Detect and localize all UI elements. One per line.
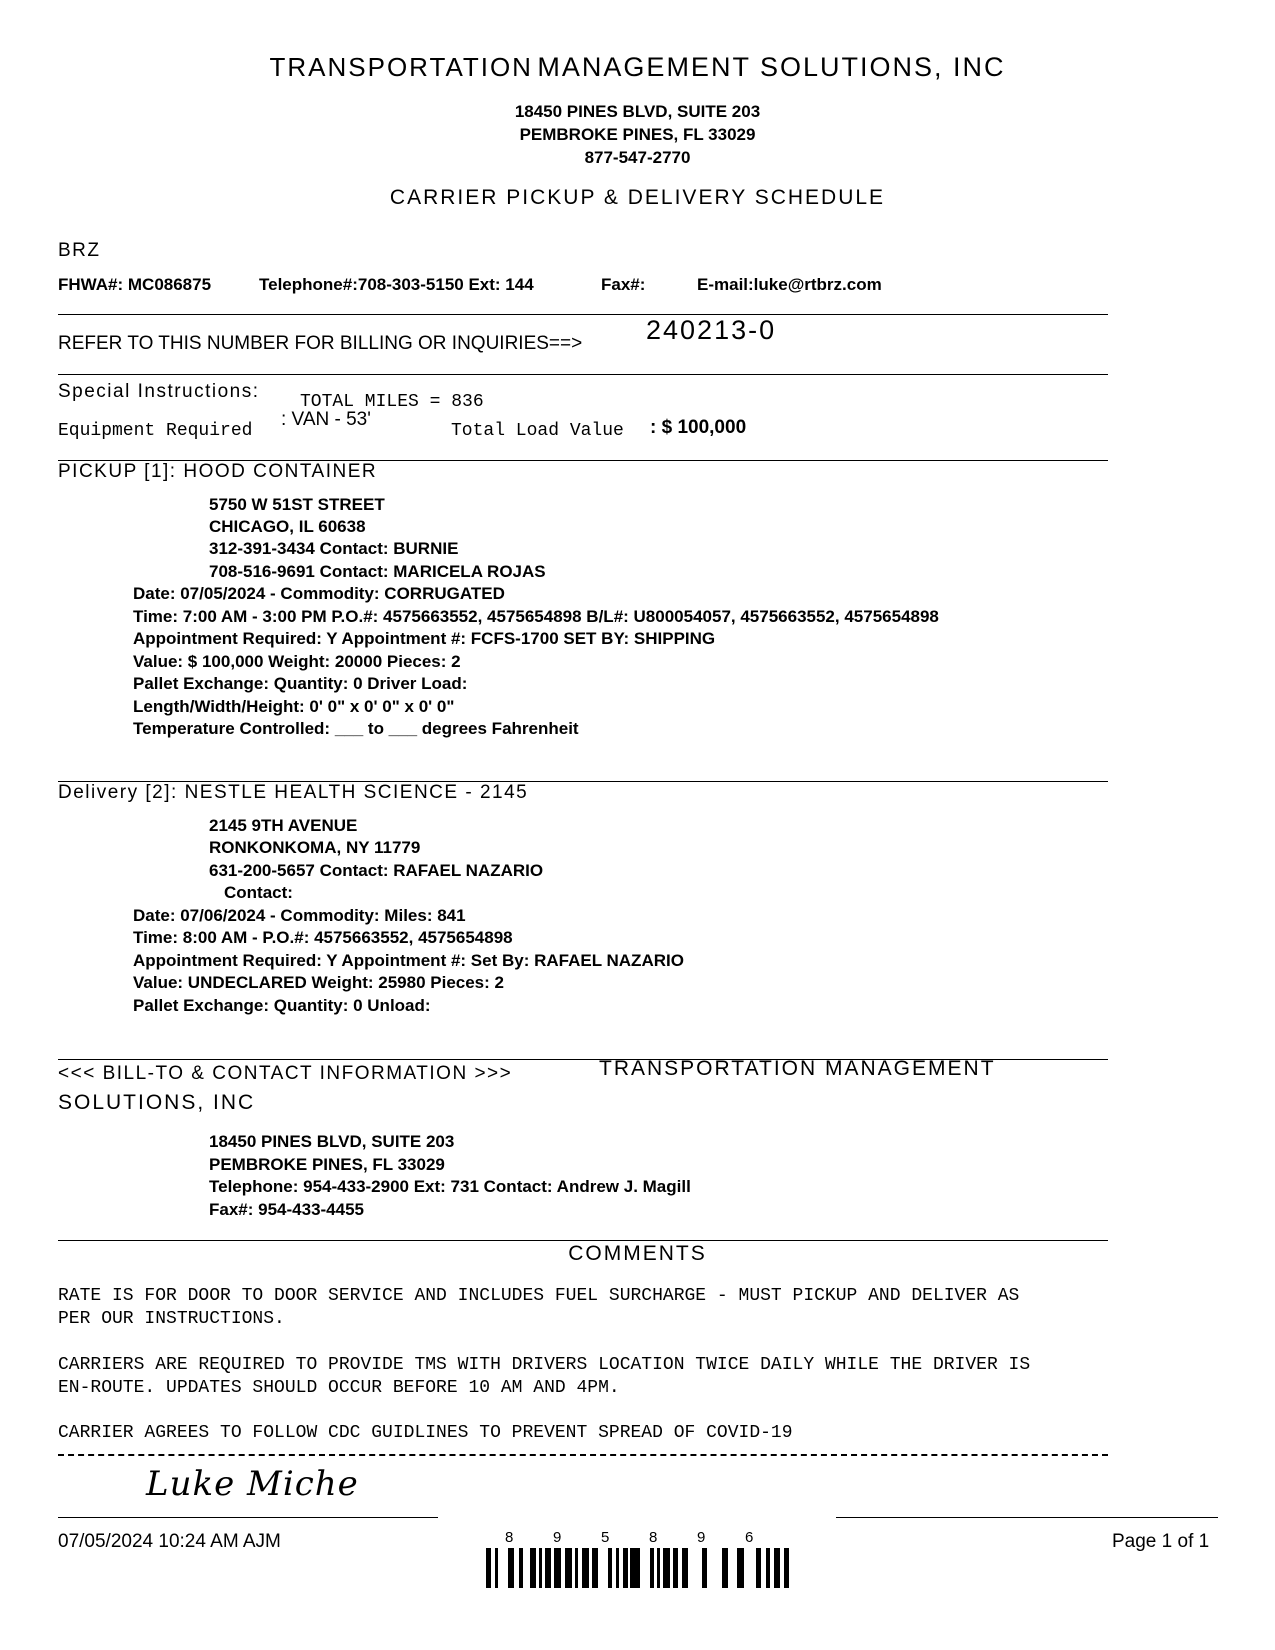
billto-label: <<< BILL-TO & CONTACT INFORMATION >>> [58,1063,513,1084]
carrier-name: BRZ [58,240,101,261]
total-load-value-label: Total Load Value [451,421,624,441]
pickup-date: Date: 07/05/2024 - Commodity: CORRUGATED [133,584,505,603]
billto-telephone: Telephone: 954-433-2900 Ext: 731 Contact: Andrew J. Magill [209,1177,691,1196]
carrier-fax: Fax#: [601,275,646,294]
company-name-part1: TRANSPORTATION [269,52,533,82]
footer-timestamp: 07/05/2024 10:24 AM AJM [58,1531,281,1552]
comments-heading: COMMENTS [568,1242,707,1265]
billto-address-line2: PEMBROKE PINES, FL 33029 [209,1155,445,1174]
reference-number: 240213-0 [646,315,777,345]
delivery-value: Value: UNDECLARED Weight: 25980 Pieces: 2 [133,973,504,992]
billto-company-line2: SOLUTIONS, INC [58,1091,256,1114]
delivery-city: RONKONKOMA, NY 11779 [209,838,421,857]
page-number: Page 1 of 1 [1112,1531,1210,1552]
divider [58,314,1108,315]
barcode-icon [486,1548,792,1588]
divider [58,374,1108,375]
company-address-line2: PEMBROKE PINES, FL 33029 [519,125,756,144]
comment-1-line-1: RATE IS FOR DOOR TO DOOR SERVICE AND INCLUDES FUEL SURCHARGE - MUST PICKUP AND DELIVER AS [58,1286,1020,1306]
billto-company-line1: TRANSPORTATION MANAGEMENT [599,1057,996,1080]
carrier-fhwa: FHWA#: MC086875 [58,275,212,294]
barcode-digits [505,1529,793,1546]
pickup-time: Time: 7:00 AM - 3:00 PM P.O.#: 4575663552, 4575654898 B/L#: U800054057, 4575663552, 4575654898 [133,607,939,626]
delivery-pallet: Pallet Exchange: Quantity: 0 Unload: [133,996,431,1015]
signature-line-left [58,1517,438,1518]
billto-fax: Fax#: 954-433-4455 [209,1200,365,1219]
comment-3-line-1: CARRIER AGREES TO FOLLOW CDC GUIDLINES TO PREVENT SPREAD OF COVID-19 [58,1423,793,1443]
pickup-street: 5750 W 51ST STREET [209,495,385,514]
barcode-digit: 9 [553,1529,562,1546]
carrier-email[interactable]: E-mail:luke@rtbrz.com [697,275,882,294]
delivery-heading: Delivery [2]: NESTLE HEALTH SCIENCE - 2145 [58,782,529,803]
pickup-value: Value: $ 100,000 Weight: 20000 Pieces: 2 [133,652,461,671]
company-address-line1: 18450 PINES BLVD, SUITE 203 [514,102,761,121]
total-load-value: : $ 100,000 [650,417,747,438]
billto-address-line1: 18450 PINES BLVD, SUITE 203 [209,1132,455,1151]
barcode-digit: 5 [601,1529,610,1546]
total-miles: TOTAL MILES = 836 [300,392,484,412]
delivery-time: Time: 8:00 AM - P.O.#: 4575663552, 4575654898 [133,928,513,947]
document-title: CARRIER PICKUP & DELIVERY SCHEDULE [389,186,886,209]
barcode-digit: 8 [649,1529,658,1546]
equipment-required-label: Equipment Required [58,421,253,441]
pickup-appointment: Appointment Required: Y Appointment #: FCFS-1700 SET BY: SHIPPING [133,629,716,648]
special-instructions-label: Special Instructions: [58,381,260,402]
company-phone: 877-547-2770 [584,148,691,167]
pickup-heading: PICKUP [1]: HOOD CONTAINER [58,461,378,482]
comment-2-line-1: CARRIERS ARE REQUIRED TO PROVIDE TMS WITH DRIVERS LOCATION TWICE DAILY WHILE THE DRIVER IS [58,1355,1031,1375]
pickup-contact-1: 312-391-3434 Contact: BURNIE [209,539,459,558]
company-name-part2: MANAGEMENT SOLUTIONS, INC [537,52,1006,82]
pickup-dimensions: Length/Width/Height: 0' 0" x 0' 0" x 0' 0" [133,697,455,716]
equipment-required-value: : VAN - 53' [281,409,371,430]
company-name [0,52,1275,83]
reference-label: REFER TO THIS NUMBER FOR BILLING OR INQUIRIES==> [58,333,583,354]
barcode-digit: 9 [697,1529,706,1546]
pickup-contact-2: 708-516-9691 Contact: MARICELA ROJAS [209,562,546,581]
delivery-date: Date: 07/06/2024 - Commodity: Miles: 841 [133,906,466,925]
signature-line-right [836,1517,1218,1518]
pickup-temperature: Temperature Controlled: ___ to ___ degrees Fahrenheit [133,719,579,738]
pickup-city: CHICAGO, IL 60638 [209,517,366,536]
barcode-digit: 6 [745,1529,754,1546]
delivery-contact-2: Contact: [224,883,293,902]
barcode-digit: 8 [505,1529,514,1546]
divider [58,1240,1108,1241]
comment-2-line-2: EN-ROUTE. UPDATES SHOULD OCCUR BEFORE 10 AM AND 4PM. [58,1378,620,1398]
delivery-street: 2145 9TH AVENUE [209,816,358,835]
carrier-signature: Luke Miche [146,1464,359,1504]
delivery-appointment: Appointment Required: Y Appointment #: Set By: RAFAEL NAZARIO [133,951,684,970]
carrier-telephone: Telephone#:708-303-5150 Ext: 144 [259,275,534,294]
dashed-divider [58,1454,1108,1456]
comment-1-line-2: PER OUR INSTRUCTIONS. [58,1309,285,1329]
delivery-contact-1: 631-200-5657 Contact: RAFAEL NAZARIO [209,861,544,880]
pickup-pallet: Pallet Exchange: Quantity: 0 Driver Load: [133,674,468,693]
